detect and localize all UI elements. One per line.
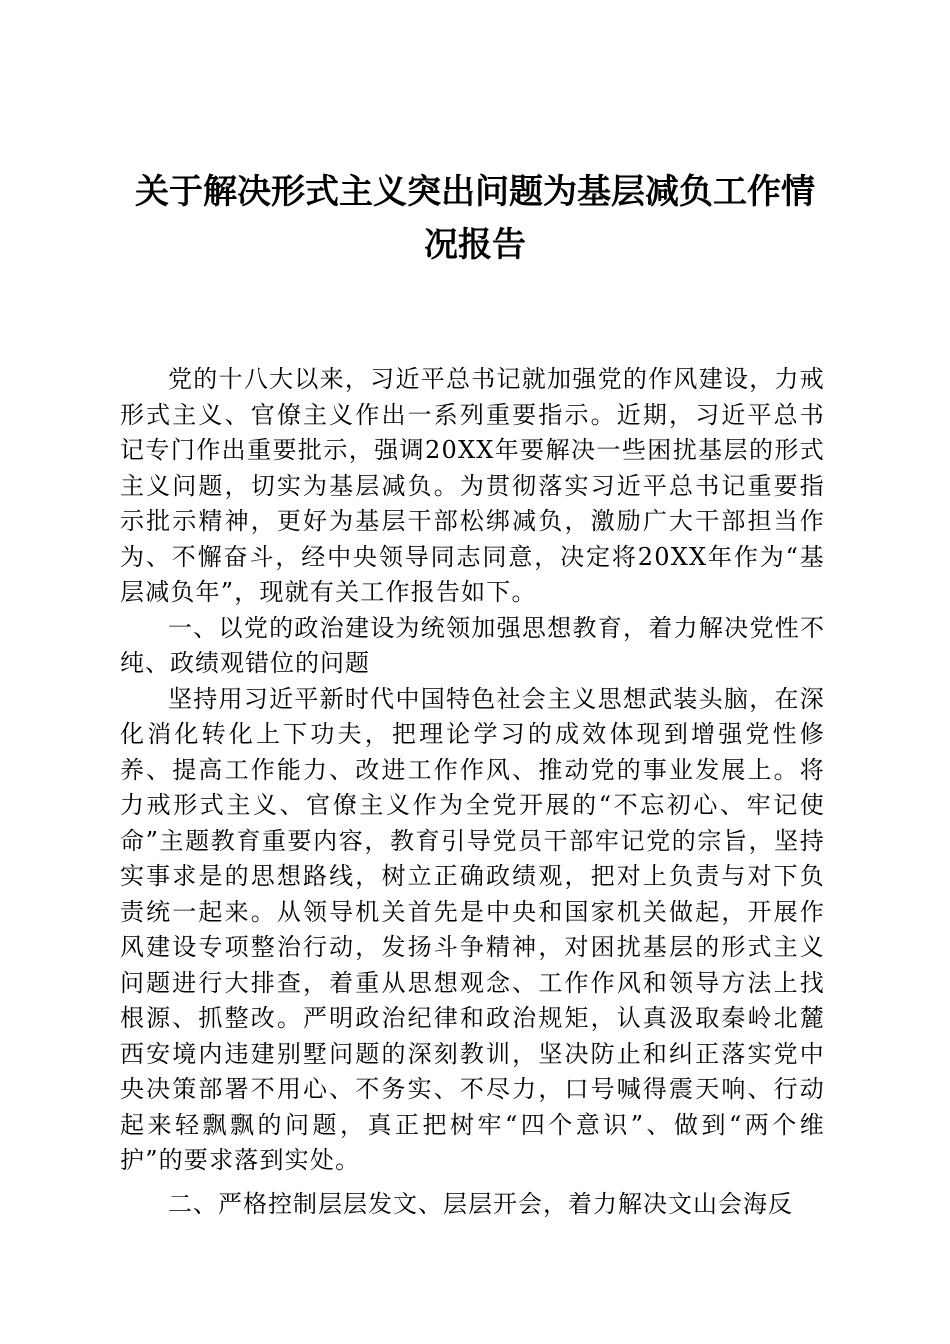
document-title [120, 166, 830, 272]
title-line-1: 关于解决形式主义突出问题为基层减负工作情 [135, 172, 815, 212]
document-body [120, 362, 825, 1222]
section-heading-2: 二、严格控制层层发文、层层开会，着力解决文山会海反 [168, 1189, 793, 1218]
title-line-2: 况报告 [424, 225, 526, 265]
section-heading-1: 一、以党的政治建设为统领加强思想教育，着力解决党性不纯、政绩观错位的问题 [120, 613, 825, 677]
section-body-1: 坚持用习近平新时代中国特色社会主义思想武装头脑，在深化消化转化上下功夫，把理论学习的成效体现到增强党性修养、提高工作能力、改进工作作风、推动党的事业发展上。将力戒形式主义、官僚主义作为全党开展的“不忘初心、牢记使命”主题教育重要内容，教育引导党员干部牢记党的宗旨，坚持实事求是的思想路线，树立正确政绩观，把对上负责与对下负责统一起来。从领导机关首先是中央和国家机关做起，开展作风建设专项整治行动，发扬斗争精神，对困扰基层的形式主义问题进行大排查，着重从思想观念、工作作风和领导方法上找根源、抓整改。严明政治纪律和政治规矩，认真汲取秦岭北麓西安境内违建别墅问题的深刻教训，坚决防止和纠正落实党中央决策部署不用心、不务实、不尽力，口号喊得震天响、行动起来轻飘飘的问题，真正把树牢“四个意识”、做到“两个维护”的要求落到实处。 [120, 684, 825, 1174]
intro-paragraph: 党的十八大以来，习近平总书记就加强党的作风建设，力戒形式主义、官僚主义作出一系列重要指示。近期，习近平总书记专门作出重要批示，强调20XX年要解决一些困扰基层的形式主义问题，切实为基层减负。为贯彻落实习近平总书记重要指示批示精神，更好为基层干部松绑减负，激励广大干部担当作为、不懈奋斗，经中央领导同志同意，决定将20XX年作为“基层减负年”，现就有关工作报告如下。 [120, 365, 825, 606]
